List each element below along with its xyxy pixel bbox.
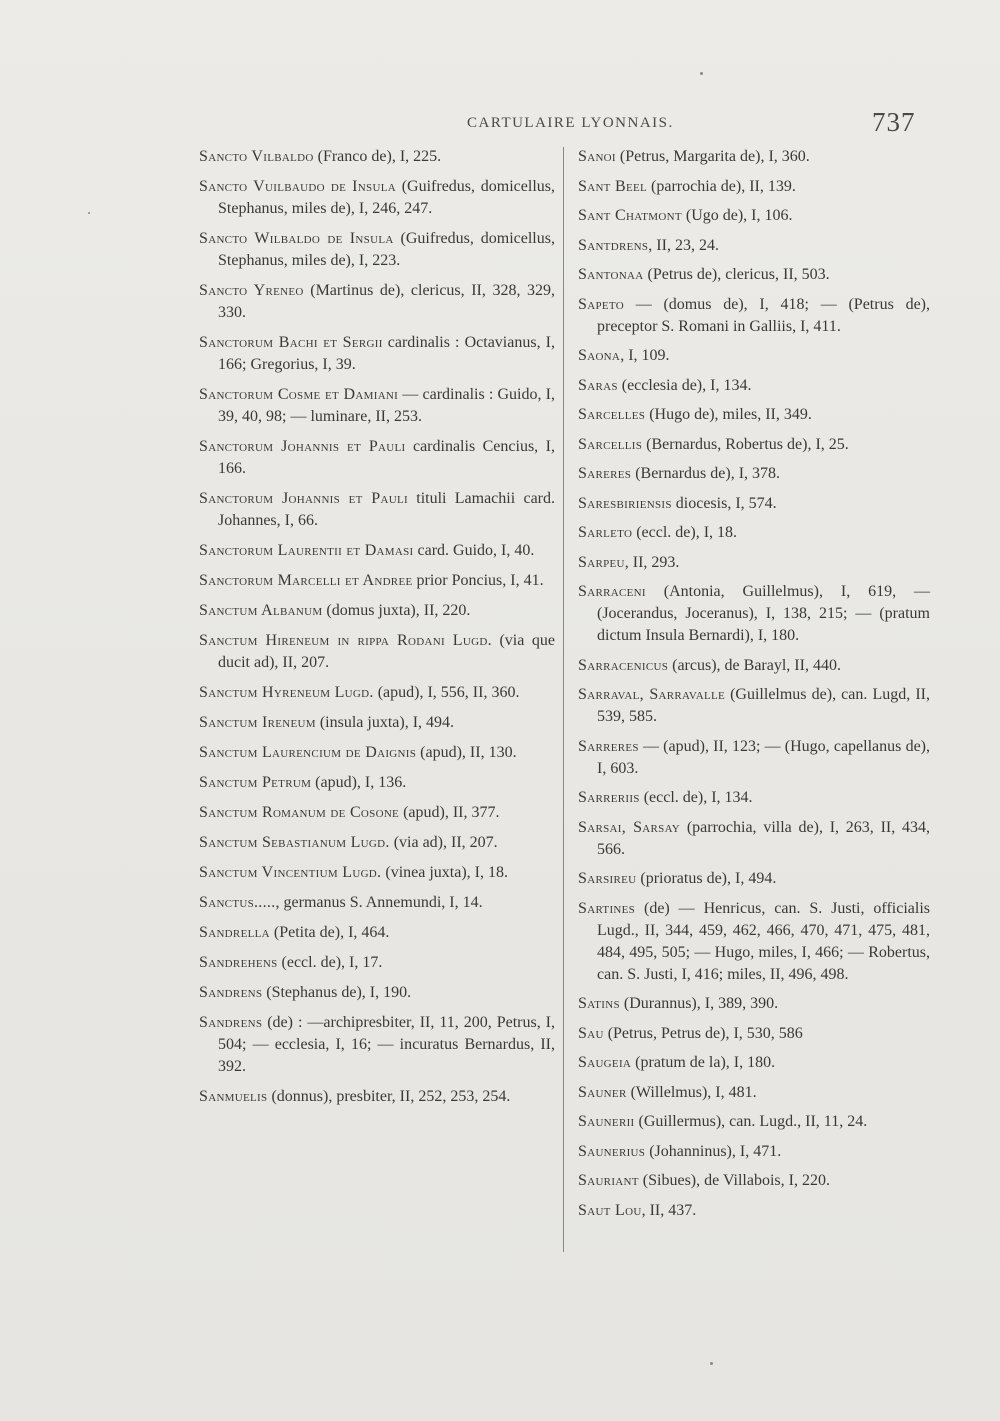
index-entry-heading: Sanctorum Bachi et Sergii	[199, 334, 383, 351]
index-entry	[578, 1200, 930, 1222]
index-entry-text: (arcus), de Barayl, II, 440.	[668, 656, 841, 674]
index-entry	[199, 952, 555, 974]
index-entry	[578, 581, 930, 647]
index-entry-heading: Sanctus.....	[199, 894, 276, 911]
index-entry	[199, 488, 555, 532]
index-entry-text: (parrochia de), II, 139.	[647, 177, 796, 195]
index-entry-text: , germanus S. Annemundi, I, 14.	[275, 894, 483, 911]
index-entry-text: (Bernardus, Robertus de), I, 25.	[642, 435, 849, 453]
index-entry	[578, 1170, 930, 1192]
index-entry-heading: Sandrens	[199, 984, 263, 1001]
index-entry-text: — (apud), II, 123; — (Hugo, capellanus de), I, 603.	[597, 737, 930, 777]
index-entry	[199, 176, 555, 220]
index-entry-text: (Antonia, Guillelmus), I, 619, — (Jocerandus, Joceranus), I, 138, 215; — (pratum dictum Insula Bernardi), I, 180.	[597, 583, 930, 644]
index-entry	[199, 1086, 555, 1108]
index-entry-text: (ecclesia de), I, 134.	[617, 376, 752, 394]
index-entry-text: (Petita de), I, 464.	[269, 924, 390, 941]
index-entry-heading: Santonaa	[578, 266, 644, 283]
index-entry	[578, 1052, 930, 1074]
index-entry-text: (Petrus, Petrus de), I, 530, 586	[603, 1024, 803, 1042]
index-entry-heading: Sanctorum Johannis et Pauli	[199, 438, 406, 455]
index-entry-heading: Sanoi	[578, 148, 616, 165]
index-entry	[578, 655, 930, 677]
index-entry-text: (Johanninus), I, 471.	[645, 1142, 782, 1160]
page-number: 737	[872, 107, 916, 137]
index-entry-text: — cardinalis : Guido, I, 39, 40, 98; — luminare, II, 253.	[218, 386, 556, 425]
index-entry-text: (Ugo de), I, 106.	[681, 207, 793, 224]
index-entry-heading: Sanctum Vincentium Lugd.	[199, 864, 382, 881]
index-entry-heading: Sanctum Hireneum in rippa Rodani Lugd.	[199, 632, 492, 649]
index-entry	[578, 375, 930, 397]
index-entry-heading: Saunerii	[578, 1113, 635, 1130]
index-entry-heading: Sanctorum Marcelli et Andree	[199, 572, 413, 589]
index-entry-text: (vinea juxta), I, 18.	[381, 864, 508, 881]
index-entry-text: (Guifredus, domicellus, Stephanus, miles de), I, 223.	[218, 230, 555, 269]
index-entry	[578, 684, 930, 728]
index-entry-heading: Sarreriis	[578, 789, 640, 806]
index-entry	[199, 892, 555, 914]
index-entry-text: (apud), II, 130.	[416, 744, 517, 761]
index-entry-text: (donnus), presbiter, II, 252, 253, 254.	[267, 1088, 511, 1105]
index-entry-text: cardinalis : Octavianus, I, 166; Gregorius, I, 39.	[218, 334, 556, 373]
index-entry-text: (Durannus), I, 389, 390.	[619, 995, 779, 1012]
index-entry	[199, 436, 555, 480]
index-entry-heading: Sarcelles	[578, 406, 646, 423]
index-entry	[578, 1111, 930, 1133]
index-entry	[578, 146, 930, 168]
index-entry-text: (eccl. de), I, 134.	[639, 789, 753, 806]
index-entry-text: (Sibues), de Villabois, I, 220.	[638, 1172, 830, 1189]
index-entry-text: (pratum de la), I, 180.	[631, 1054, 776, 1071]
index-entry-heading: Sandrella	[199, 924, 270, 941]
index-entry-text: tituli Lamachii card. Johannes, I, 66.	[218, 490, 555, 529]
index-entry-heading: Sanctorum Cosme et Damiani	[199, 386, 399, 403]
running-head	[0, 107, 1000, 137]
index-entry	[199, 742, 555, 764]
index-entry	[199, 922, 555, 944]
index-entry-text: (Guifredus, domicellus, Stephanus, miles de), I, 246, 247.	[218, 178, 555, 217]
index-entry-heading: Saut Lou	[578, 1201, 642, 1219]
index-entry-heading: Sarraceni	[578, 583, 646, 600]
index-entry	[199, 1012, 555, 1078]
index-entry-text: (insula juxta), I, 494.	[315, 714, 455, 731]
index-entry	[199, 228, 555, 272]
index-entry	[199, 600, 555, 622]
index-entry	[199, 772, 555, 794]
index-entry-text: (Guillermus), can. Lugd., II, 11, 24.	[634, 1113, 868, 1130]
index-entry	[578, 898, 930, 986]
index-entry-text: (eccl. de), I, 17.	[277, 954, 383, 971]
paper-speck	[88, 212, 90, 214]
index-entry-heading: Sauner	[578, 1083, 627, 1101]
index-entry-heading: Sarreres	[578, 737, 639, 755]
index-entry-text: (Willelmus), I, 481.	[626, 1083, 757, 1101]
index-entry-heading: Saugeia	[578, 1054, 632, 1071]
index-entry	[199, 712, 555, 734]
index-entry	[578, 176, 930, 198]
index-entry-text: prior Poncius, I, 41.	[412, 572, 544, 589]
index-entry-text: diocesis, I, 574.	[671, 494, 777, 512]
index-entry-heading: Sant Chatmont	[578, 207, 682, 224]
index-entry-text: (domus juxta), II, 220.	[322, 602, 471, 619]
index-entry-text: (via que ducit ad), II, 207.	[218, 632, 555, 671]
index-entry	[578, 522, 930, 544]
paper-speck	[700, 72, 703, 75]
index-entry-heading: Sancto Vilbaldo	[199, 148, 314, 165]
index-entry-text: (eccl. de), I, 18.	[632, 524, 738, 541]
index-entry-heading: Sanmuelis	[199, 1088, 268, 1105]
index-entry	[578, 787, 930, 809]
index-entry-heading: Sarraval, Sarravalle	[578, 686, 725, 703]
index-entry-heading: Sant Beel	[578, 177, 648, 195]
index-entry-heading: Sartines	[578, 899, 636, 917]
index-entry-text: card. Guido, I, 40.	[413, 542, 535, 559]
index-entry-text: , I, 109.	[620, 347, 670, 364]
index-entry-text: (Hugo de), miles, II, 349.	[645, 406, 812, 423]
index-entry	[578, 205, 930, 227]
index-entry-text: (apud), I, 556, II, 360.	[373, 684, 520, 701]
index-entry-text: (via ad), II, 207.	[389, 834, 498, 851]
index-entry	[199, 982, 555, 1004]
index-entry-text: (Bernardus de), I, 378.	[631, 465, 781, 482]
index-entry-text: , II, 437.	[641, 1201, 697, 1219]
index-entry	[578, 463, 930, 485]
index-entry	[199, 682, 555, 704]
index-entry	[578, 1082, 930, 1104]
index-entry	[578, 493, 930, 515]
index-entry-heading: Saona	[578, 347, 621, 364]
index-entry-heading: Sanctorum Johannis et Pauli	[199, 490, 408, 507]
index-entry	[578, 264, 930, 286]
index-entry-heading: Sauriant	[578, 1172, 639, 1189]
index-entry-heading: Sau	[578, 1024, 604, 1042]
index-entry-heading: Sarracenicus	[578, 656, 669, 674]
index-entry	[578, 993, 930, 1015]
index-entry-text: (Petrus, Margarita de), I, 360.	[615, 148, 810, 165]
index-entry	[578, 294, 930, 338]
index-entry-text: (Franco de), I, 225.	[313, 148, 442, 165]
index-entry-heading: Sancto Yreneo	[199, 282, 304, 299]
index-entry-text: (apud), I, 136.	[311, 774, 407, 791]
index-entry-heading: Sandrens	[199, 1014, 263, 1031]
index-entry	[199, 802, 555, 824]
index-entry-heading: Sandrehens	[199, 954, 278, 971]
index-entry-text: (Guillelmus de), can. Lugd, II, 539, 585.	[597, 686, 930, 725]
index-column-left	[199, 146, 555, 1116]
index-entry-heading: Sanctum Albanum	[199, 602, 323, 619]
index-entry	[199, 862, 555, 884]
index-entry-heading: Saunerius	[578, 1142, 646, 1160]
index-entry-heading: Sanctorum Laurentii et Damasi	[199, 542, 414, 559]
index-entry	[199, 280, 555, 324]
index-entry-heading: Sarcellis	[578, 435, 643, 453]
index-entry-heading: Sarsai, Sarsay	[578, 818, 681, 836]
index-entry-heading: Sanctum Ireneum	[199, 714, 316, 731]
index-entry-heading: Sapeto	[578, 295, 624, 313]
index-entry	[199, 570, 555, 592]
column-divider	[563, 147, 564, 1252]
index-entry	[578, 1023, 930, 1045]
index-entry-text: (de) : —archipresbiter, II, 11, 200, Petrus, I, 504; — ecclesia, I, 16; — incuratus Bernardus, II, 392.	[218, 1014, 555, 1075]
index-entry	[578, 434, 930, 456]
index-entry-heading: Sanctum Petrum	[199, 774, 312, 791]
index-entry	[578, 817, 930, 861]
index-entry	[199, 384, 555, 428]
index-entry	[199, 540, 555, 562]
index-entry-heading: Sanctum Sebastianum Lugd.	[199, 834, 390, 851]
index-entry	[578, 345, 930, 367]
index-column-right	[578, 146, 930, 1229]
index-entry-text: (prioratus de), I, 494.	[636, 870, 777, 887]
index-entry-heading: Sanctum Romanum de Cosone	[199, 804, 400, 821]
index-entry	[578, 1141, 930, 1163]
index-entry	[578, 868, 930, 890]
index-entry	[199, 630, 555, 674]
index-entry-heading: Saras	[578, 376, 618, 394]
index-entry-heading: Satins	[578, 995, 620, 1012]
index-entry-heading: Sarsireu	[578, 870, 637, 887]
index-entry	[199, 146, 555, 168]
index-entry-text: , II, 23, 24.	[648, 236, 719, 254]
paper-speck	[710, 1362, 713, 1365]
index-entry	[578, 736, 930, 780]
index-entry-heading: Sarpeu	[578, 553, 625, 571]
index-entry	[199, 332, 555, 376]
index-entry-heading: Sancto Vuilbaudo de Insula	[199, 178, 396, 195]
index-entry-text: (parrochia, villa de), I, 263, II, 434, 566.	[597, 818, 930, 858]
index-entry-heading: Sanctum Hyreneum Lugd.	[199, 684, 374, 701]
index-entry-heading: Sancto Wilbaldo de Insula	[199, 230, 394, 247]
index-entry-text: (de) — Henricus, can. S. Justi, officialis Lugd., II, 344, 459, 462, 466, 470, 471, 475, 481, 484, 495, 505; — Hugo, miles, I, 466; — Robertus, can. S. Justi, I, 416; miles, II, 496, 498.	[597, 899, 930, 983]
index-entry-heading: Saresbiriensis	[578, 494, 672, 512]
running-title: CARTULAIRE LYONNAIS.	[467, 115, 674, 131]
index-entry-text: (Martinus de), clericus, II, 328, 329, 330.	[218, 282, 555, 321]
index-entry-text: cardinalis Cencius, I, 166.	[218, 438, 555, 477]
index-entry-text: (apud), II, 377.	[399, 804, 500, 821]
index-entry-heading: Santdrens	[578, 236, 649, 254]
index-entry	[578, 404, 930, 426]
index-entry-text: — (domus de), I, 418; — (Petrus de), preceptor S. Romani in Galliis, I, 411.	[597, 295, 930, 335]
index-entry-heading: Sanctum Laurencium de Daignis	[199, 744, 417, 761]
index-entry	[199, 832, 555, 854]
index-entry-text: (Stephanus de), I, 190.	[262, 984, 412, 1001]
index-entry	[578, 552, 930, 574]
index-entry-heading: Sareres	[578, 465, 632, 482]
index-entry-heading: Sarleto	[578, 524, 633, 541]
index-entry-text: , II, 293.	[624, 553, 680, 571]
index-entry-text: (Petrus de), clericus, II, 503.	[643, 266, 830, 283]
index-entry	[578, 235, 930, 257]
